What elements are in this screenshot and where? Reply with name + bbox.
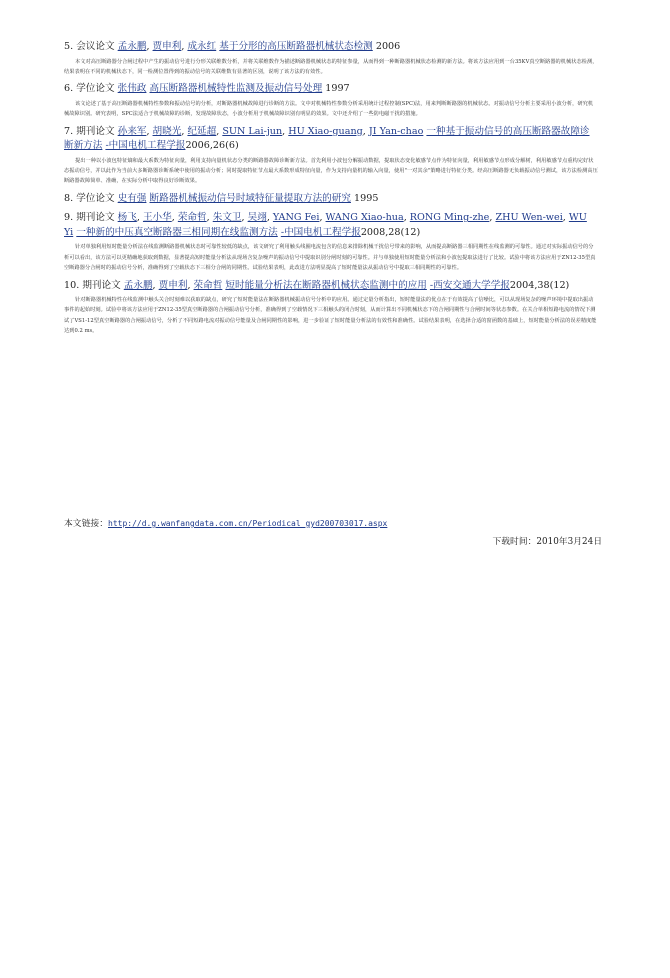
author-link[interactable]: 张伟政 [117,83,147,95]
reference-title-link[interactable]: 基于分形的高压断路器机械状态检测 [219,41,373,52]
author-link[interactable]: 荣命哲 [193,279,223,291]
reference-title-link[interactable]: 短时能量分析法在断路器机械状态监测中的应用 [225,279,427,291]
reference-number: 6. [64,83,74,95]
reference-year: 2004,38(12) [509,279,570,291]
reference-type: 学位论文 [76,192,115,204]
reference-title-link[interactable]: 一种新的中压真空断路器三相同期在线监测方法 [76,226,278,238]
author-link[interactable]: 吴翊 [247,212,267,224]
reference-abstract: 针对单独利用短时能量分析法在线监测断路器机械状态时可靠性较低的缺点，该文研究了利用触头线圈电流包含的信息来排除机械干扰信号带来的影响，从而提高断路器三相同期性在线监测的可靠性。通过对实际振动信号的分析可以看出，该方法可以更精确地获取到数据，显著提高短时能量分析法从现场含复杂噪声的振动信号中提取识别分闸时刻的可靠性。并与单独使用短时能量分析法和小波包提取法进行了比较。试验中将该方法应用于ZN12-35型真空断路器分合闸时的振动信号分析，准确得到了空载状态下三相分合闸的同期性。试验结果表明，此改进方法明显提高了短时能量法从振动信号中提取三相同期性的可靠性。 [64,244,596,272]
reference-entry [64,82,598,119]
author-link[interactable]: HU Xiao-guang [288,125,363,137]
author-link[interactable]: JI Yan-chao [368,125,424,137]
reference-abstract: 提出一种以小波包特征熵和最大系数为特征向量，利用支持向量机状态分类的断路器故障诊断新方法。首先利用小波包分解振动数据，提取状态变化敏感节点作为特征向量，利用敏感节点形成分解树，利用敏感节点重构完好状态振动信号，并以此作为当前大多断路器诊断系统中使用的振动分析；同时提取特征节点最大系数形成特征向量，作为支持向量机的输入向量，使用"一对其余"策略进行特征分类。经高压断路器无负载振动信号测试，该方法检测高压断路器故障简单、准确，在实际分析中取得良好诊断效果。 [64,157,598,185]
author-link[interactable]: 孟永鹏 [117,41,147,52]
author-link[interactable]: 胡晓光 [152,125,182,137]
reference-title-link[interactable]: 一种基于振动信号的高压断路器故障诊断新方法 [64,125,590,152]
reference-type: 期刊论文 [76,212,115,224]
author-link[interactable]: 孟永鹏 [123,279,153,291]
reference-heading [64,82,598,97]
reference-heading: 7. 期刊论文 孙来军, 胡晓光, 纪延超, SUN Lai-jun, HU Xiao-guang, JI Yan-chao 一种基于振动信号的高压断路器故障诊断新方法 -中国电机工程学报2006,26(6) [64,125,590,152]
author-link[interactable]: 贾申利 [152,41,182,52]
article-url[interactable]: http://d.g.wanfangdata.com.cn/Periodical_gyd200703017.aspx [108,519,388,528]
article-link-label: 本文链接： [64,519,108,529]
reference-entry [64,40,598,77]
reference-type: 学位论文 [76,83,115,95]
journal-link[interactable]: -西安交通大学学报 [429,279,510,291]
author-link[interactable]: 杨飞 [117,212,137,224]
author-link[interactable]: YANG Fei [272,212,320,224]
reference-abstract: 该文论述了基于高压断路器机械特性参数和振动信号的分析，对断路器机械故障进行诊断的方法。文中对机械特性参数分析采用统计过程控制(SPC)法，用来判断断路器的机械状态。对振动信号分析主要采用小波分析，研究机械故障识别。研究表明，SPC法适合于机械故障的诊断，发现故障状态，小波分析用于机械故障识别有明显的效果。文中还介绍了一些防电磁干扰的措施。 [64,100,594,118]
author-link[interactable]: RONG Ming-zhe [409,212,490,224]
reference-type: 会议论文 [76,41,115,52]
author-link[interactable]: WU Yi [64,212,587,238]
author-link[interactable]: 成永红 [187,41,217,52]
article-link [64,516,387,529]
author-link[interactable]: 荣命哲 [177,212,207,224]
reference-entry [64,192,598,207]
journal-link[interactable]: -中国电机工程学报 [105,140,186,152]
author-link[interactable]: 贾申利 [158,279,188,291]
download-time: 下载时间：2010年3月24日 [492,537,602,547]
reference-heading [64,192,598,207]
reference-type: 期刊论文 [82,279,121,291]
reference-list [64,40,598,342]
reference-entry [64,211,598,273]
reference-year: 1997 [325,83,350,95]
author-link[interactable]: 纪延超 [187,125,217,137]
author-link[interactable]: 王小华 [142,212,172,224]
reference-year: 2006,26(6) [185,140,239,152]
author-link[interactable]: 孙来军 [117,125,147,137]
reference-type: 期刊论文 [76,125,115,137]
reference-number: 9. [64,212,74,224]
reference-number: 8. [64,192,74,204]
reference-year: 1995 [354,192,379,204]
author-link[interactable]: 朱文卫 [212,212,242,224]
reference-abstract: 本文对高压断路器分合闸过程中产生的振动信号进行分形关联维数分析，并将关联维数作为描述断路器机械状态的特征参量，从而得到一种断路器机械状态检测的新方法。将该方法应用到一台35KV真空断路器的机械状态检测，结果表明在不同的机械状态下，同一检测位置得到的振动信号的关联维数有显著的区别，说明了该方法的有效性。 [64,58,598,75]
reference-title-link[interactable]: 高压断路器机械特性监测及振动信号处理 [149,83,323,95]
author-link[interactable]: WANG Xiao-hua [325,212,404,224]
reference-heading: 10. 期刊论文 孟永鹏, 贾申利, 荣命哲 短时能量分析法在断路器机械状态监测中的应用 -西安交通大学学报2004,38(12) [64,279,570,291]
reference-entry [64,125,598,187]
reference-number: 7. [64,125,74,137]
reference-heading: 5. 会议论文 孟永鹏, 贾申利, 成永红 基于分形的高压断路器机械状态检测 2006 [64,41,401,52]
reference-year: 2006 [375,41,401,52]
reference-entry [64,279,598,337]
author-link[interactable]: ZHU Wen-wei [495,212,563,224]
author-link[interactable]: 史有强 [117,192,147,204]
reference-year: 2008,28(12) [360,226,421,238]
reference-heading: 9. 期刊论文 杨飞, 王小华, 荣命哲, 朱文卫, 吴翊, YANG Fei, WANG Xiao-hua, RONG Ming-zhe, ZHU Wen-wei, WU Yi 一种新的中压真空断路器三相同期在线监测方法 -中国电机工程学报2008,28(12) [64,212,587,238]
journal-link[interactable]: -中国电机工程学报 [280,226,361,238]
author-link[interactable]: SUN Lai-jun [222,125,283,137]
reference-title-link[interactable]: 断路器机械振动信号时域特征量提取方法的研究 [149,192,351,204]
reference-number: 5. [64,41,74,52]
reference-abstract: 针对断路器机械特性在线监测中触头关合时刻难以获取的缺点，研究了短时能量法在断路器机械振动信号分析中的应用。通过定量分析指出，短时能量法的优点在于有效提高了信噪比，可以从现场复杂的噪声环境中提取出振动事件的起始时刻。试验中将该方法应用于ZN12-35型真空断路器的合闸振动信号分析，准确得到了空载情况下三相触头的闭合时刻，从而计算出不同机械状态下的合闸同期性与合闸时间等状态参数。在关合单相短路电流的情况下测试了VS1-12型真空断路器的合闸振动信号，分析了不同短路电流对振动信号能量及合闸同期性的影响，进一步验证了短时能量分析法的有效性和准确性。试验结果表明，在选择合适的窗函数的基础上，短时能量分析法的误差精度能达到0.2 ms。 [64,297,597,335]
reference-number: 10. [64,279,80,291]
